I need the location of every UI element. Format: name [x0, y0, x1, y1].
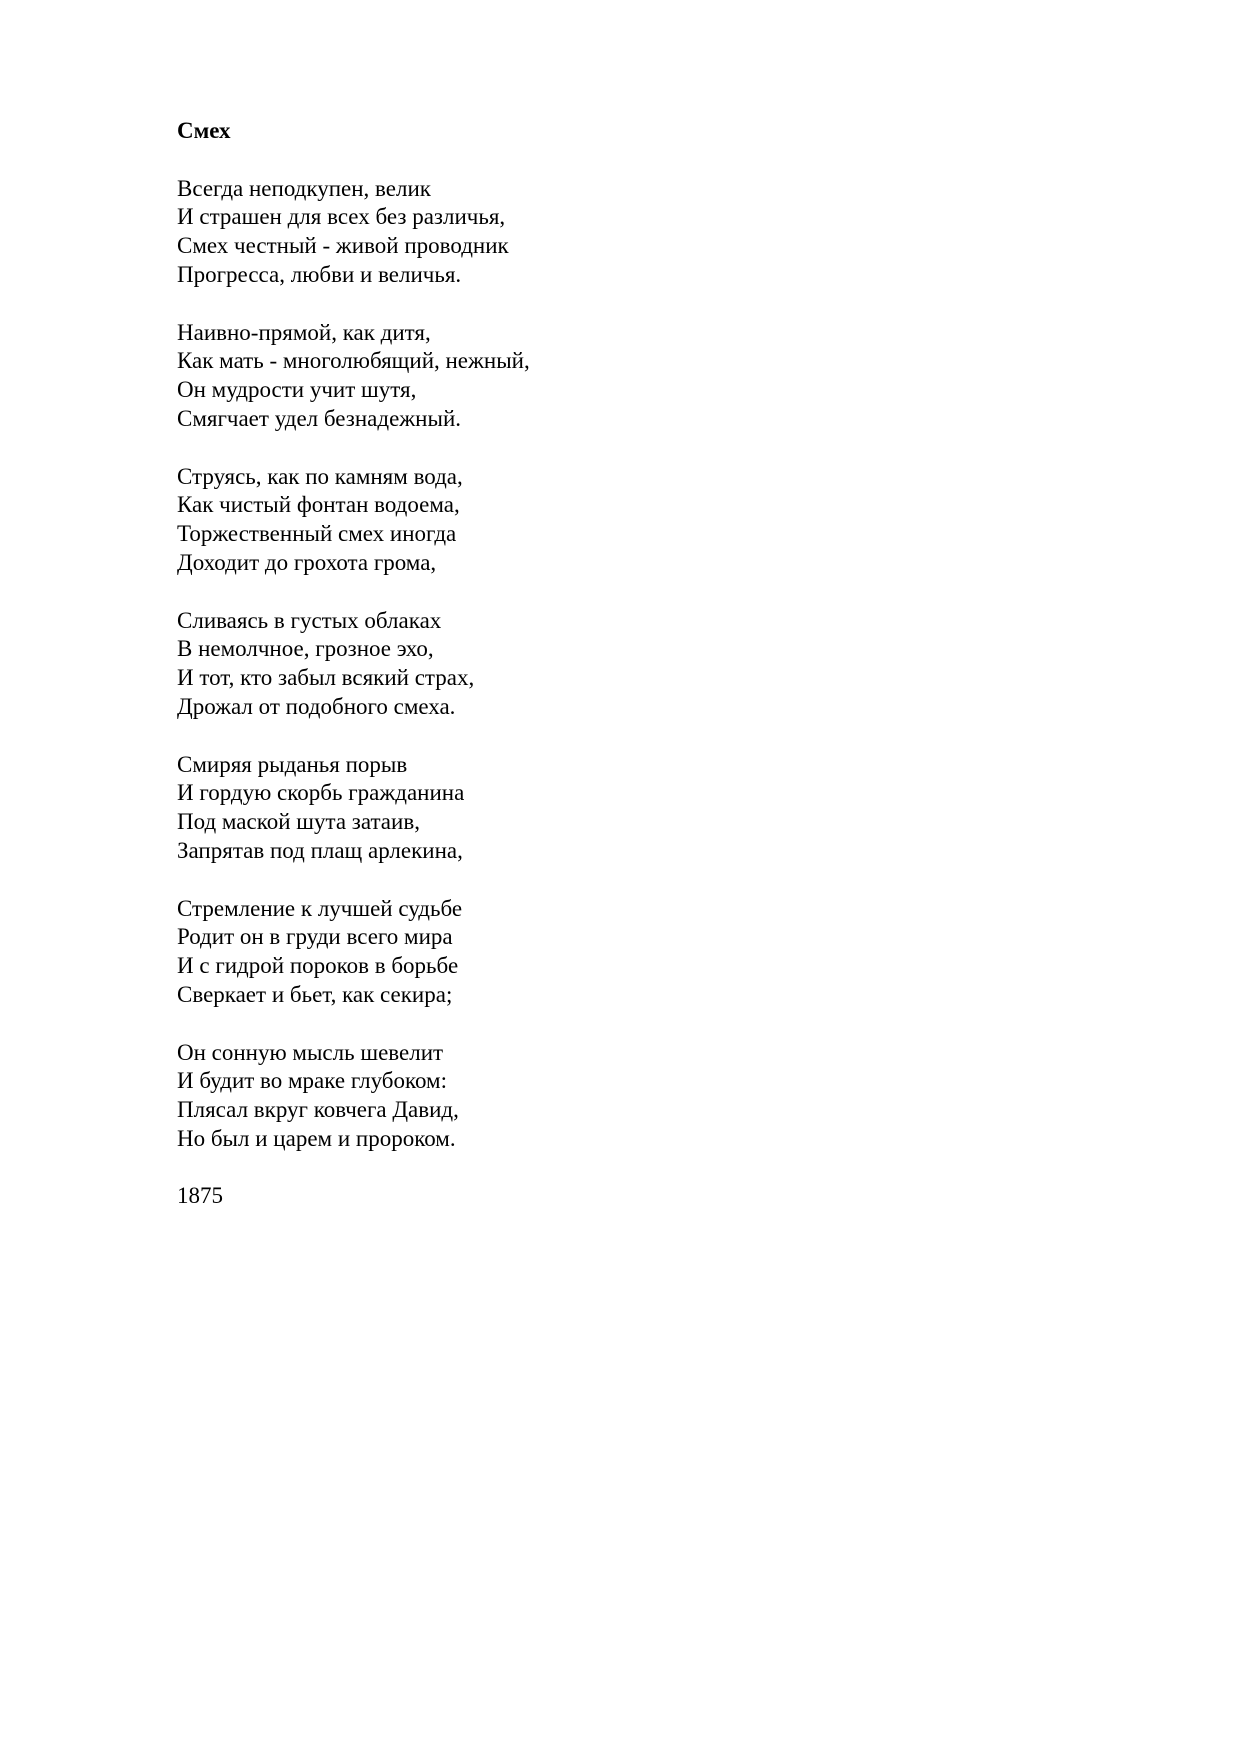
- poem-line: Наивно-прямой, как дитя,: [177, 319, 431, 345]
- poem-line: И страшен для всех без различья,: [177, 204, 506, 230]
- poem-line: Он мудрости учит шутя,: [177, 377, 417, 403]
- spacer: [177, 290, 1077, 319]
- poem-line: Как чистый фонтан водоема,: [177, 492, 460, 518]
- poem: [177, 117, 1077, 1211]
- poem-line: Доходит до грохота грома,: [177, 549, 437, 575]
- poem-line: Смех честный - живой проводник: [177, 233, 509, 259]
- stanza-6: [177, 895, 1077, 1010]
- stanza-1: [177, 175, 1077, 290]
- poem-line: И тот, кто забыл всякий страх,: [177, 665, 475, 691]
- poem-line: Он сонную мысль шевелит: [177, 1039, 444, 1065]
- poem-line: Родит он в груди всего мира: [177, 924, 453, 950]
- stanza-7: [177, 1039, 1077, 1154]
- poem-title: Смех: [177, 118, 231, 143]
- poem-line: Плясал вкруг ковчега Давид,: [177, 1097, 459, 1123]
- stanza-2: [177, 319, 1077, 434]
- poem-line: И гордую скорбь гражданина: [177, 780, 465, 806]
- poem-line: Смиряя рыданья порыв: [177, 751, 408, 777]
- spacer: [177, 434, 1077, 463]
- poem-line: Стремление к лучшей судьбе: [177, 895, 463, 921]
- poem-line: Смягчает удел безнадежный.: [177, 405, 461, 431]
- stanza-5: [177, 751, 1077, 866]
- poem-line: Как мать - многолюбящий, нежный,: [177, 348, 530, 374]
- poem-line: Под маской шута затаив,: [177, 809, 420, 835]
- poem-line: Всегда неподкупен, велик: [177, 175, 431, 201]
- poem-line: Струясь, как по камням вода,: [177, 463, 463, 489]
- poem-line: Но был и царем и пророком.: [177, 1125, 456, 1151]
- poem-line: Сверкает и бьет, как секира;: [177, 981, 453, 1007]
- poem-line: Запрятав под плащ арлекина,: [177, 837, 463, 863]
- poem-line: Сливаясь в густых облаках: [177, 607, 442, 633]
- poem-line: И с гидрой пороков в борьбе: [177, 953, 459, 979]
- poem-line: И будит во мраке глубоком:: [177, 1068, 447, 1094]
- poem-line: Прогресса, любви и величья.: [177, 261, 462, 287]
- poem-year: 1875: [177, 1183, 223, 1209]
- poem-line: Дрожал от подобного смеха.: [177, 693, 456, 719]
- poem-line: Торжественный смех иногда: [177, 521, 457, 547]
- stanza-3: [177, 463, 1077, 578]
- spacer: [177, 1154, 1077, 1183]
- spacer: [177, 146, 1077, 175]
- spacer: [177, 722, 1077, 751]
- spacer: [177, 578, 1077, 607]
- poem-line: В немолчное, грозное эхо,: [177, 636, 434, 662]
- spacer: [177, 1010, 1077, 1039]
- spacer: [177, 866, 1077, 895]
- stanza-4: [177, 607, 1077, 722]
